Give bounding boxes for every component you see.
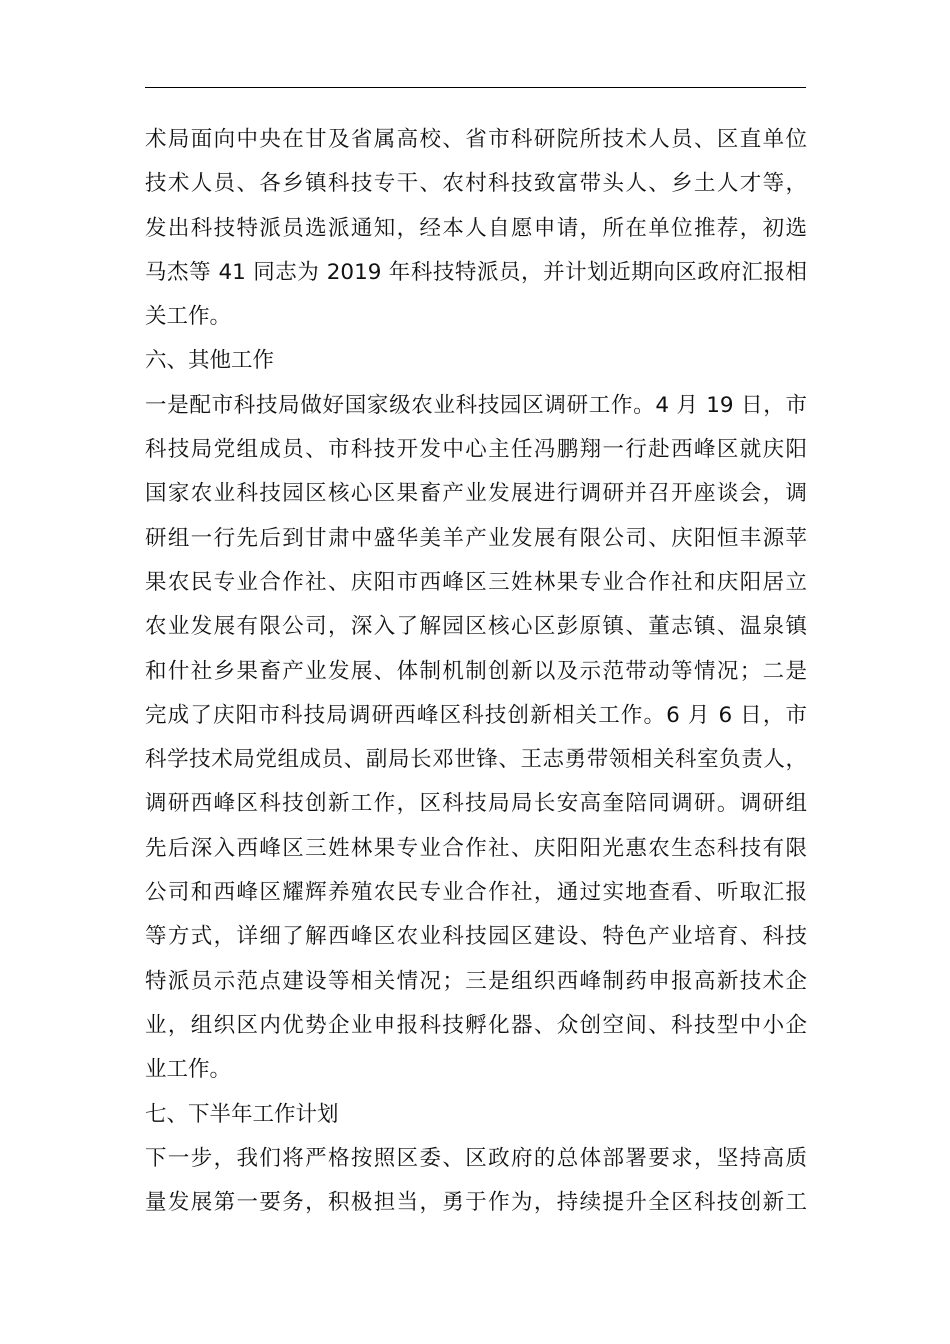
text-line: 七、下半年工作计划 [145, 1101, 339, 1127]
text-line: 关工作。 [145, 304, 232, 330]
text-line: 等方式，详细了解西峰区农业科技园区建设、特色产业培育、科技 [145, 924, 807, 950]
text-line: 公司和西峰区耀辉养殖农民专业合作社，通过实地查看、听取汇报 [145, 880, 807, 906]
text-line: 发出科技特派员选派通知，经本人自愿申请，所在单位推荐，初选 [145, 215, 807, 241]
text-line: 一是配市科技局做好国家级农业科技园区调研工作。4 月 19 日，市 [145, 392, 807, 418]
text-line: 国家农业科技园区核心区果畜产业发展进行调研并召开座谈会，调 [145, 481, 807, 507]
text-line: 业工作。 [145, 1057, 232, 1083]
text-line: 调研西峰区科技创新工作，区科技局局长安高奎陪同调研。调研组 [145, 791, 807, 817]
text-line: 六、其他工作 [145, 348, 275, 374]
text-line: 术局面向中央在甘及省属高校、省市科研院所技术人员、区直单位 [145, 127, 807, 152]
text-line: 量发展第一要务，积极担当，勇于作为，持续提升全区科技创新工 [145, 1190, 807, 1216]
text-line: 技术人员、各乡镇科技专干、农村科技致富带头人、乡土人才等， [145, 171, 807, 197]
text-line: 马杰等 41 同志为 2019 年科技特派员，并计划近期向区政府汇报相 [145, 259, 807, 285]
text-line: 农业发展有限公司，深入了解园区核心区彭原镇、董志镇、温泉镇 [145, 614, 807, 640]
text-line: 研组一行先后到甘肃中盛华美羊产业发展有限公司、庆阳恒丰源苹 [145, 525, 807, 551]
text-line: 果农民专业合作社、庆阳市西峰区三姓林果专业合作社和庆阳居立 [145, 569, 807, 595]
text-line: 先后深入西峰区三姓林果专业合作社、庆阳阳光惠农生态科技有限 [145, 835, 807, 861]
text-line: 特派员示范点建设等相关情况；三是组织西峰制药申报高新技术企 [145, 968, 807, 994]
text-line: 完成了庆阳市科技局调研西峰区科技创新相关工作。6 月 6 日，市 [145, 702, 807, 728]
text-line: 和什社乡果畜产业发展、体制机制创新以及示范带动等情况；二是 [145, 658, 807, 684]
text-line: 科技局党组成员、市科技开发中心主任冯鹏翔一行赴西峰区就庆阳 [145, 437, 807, 463]
text-line: 业，组织区内优势企业申报科技孵化器、众创空间、科技型中小企 [145, 1012, 807, 1038]
text-line: 下一步，我们将严格按照区委、区政府的总体部署要求，坚持高质 [145, 1145, 807, 1171]
body-text [145, 118, 807, 1225]
header-divider [145, 87, 806, 88]
text-line: 科学技术局党组成员、副局长邓世锋、王志勇带领相关科室负责人， [145, 747, 807, 773]
